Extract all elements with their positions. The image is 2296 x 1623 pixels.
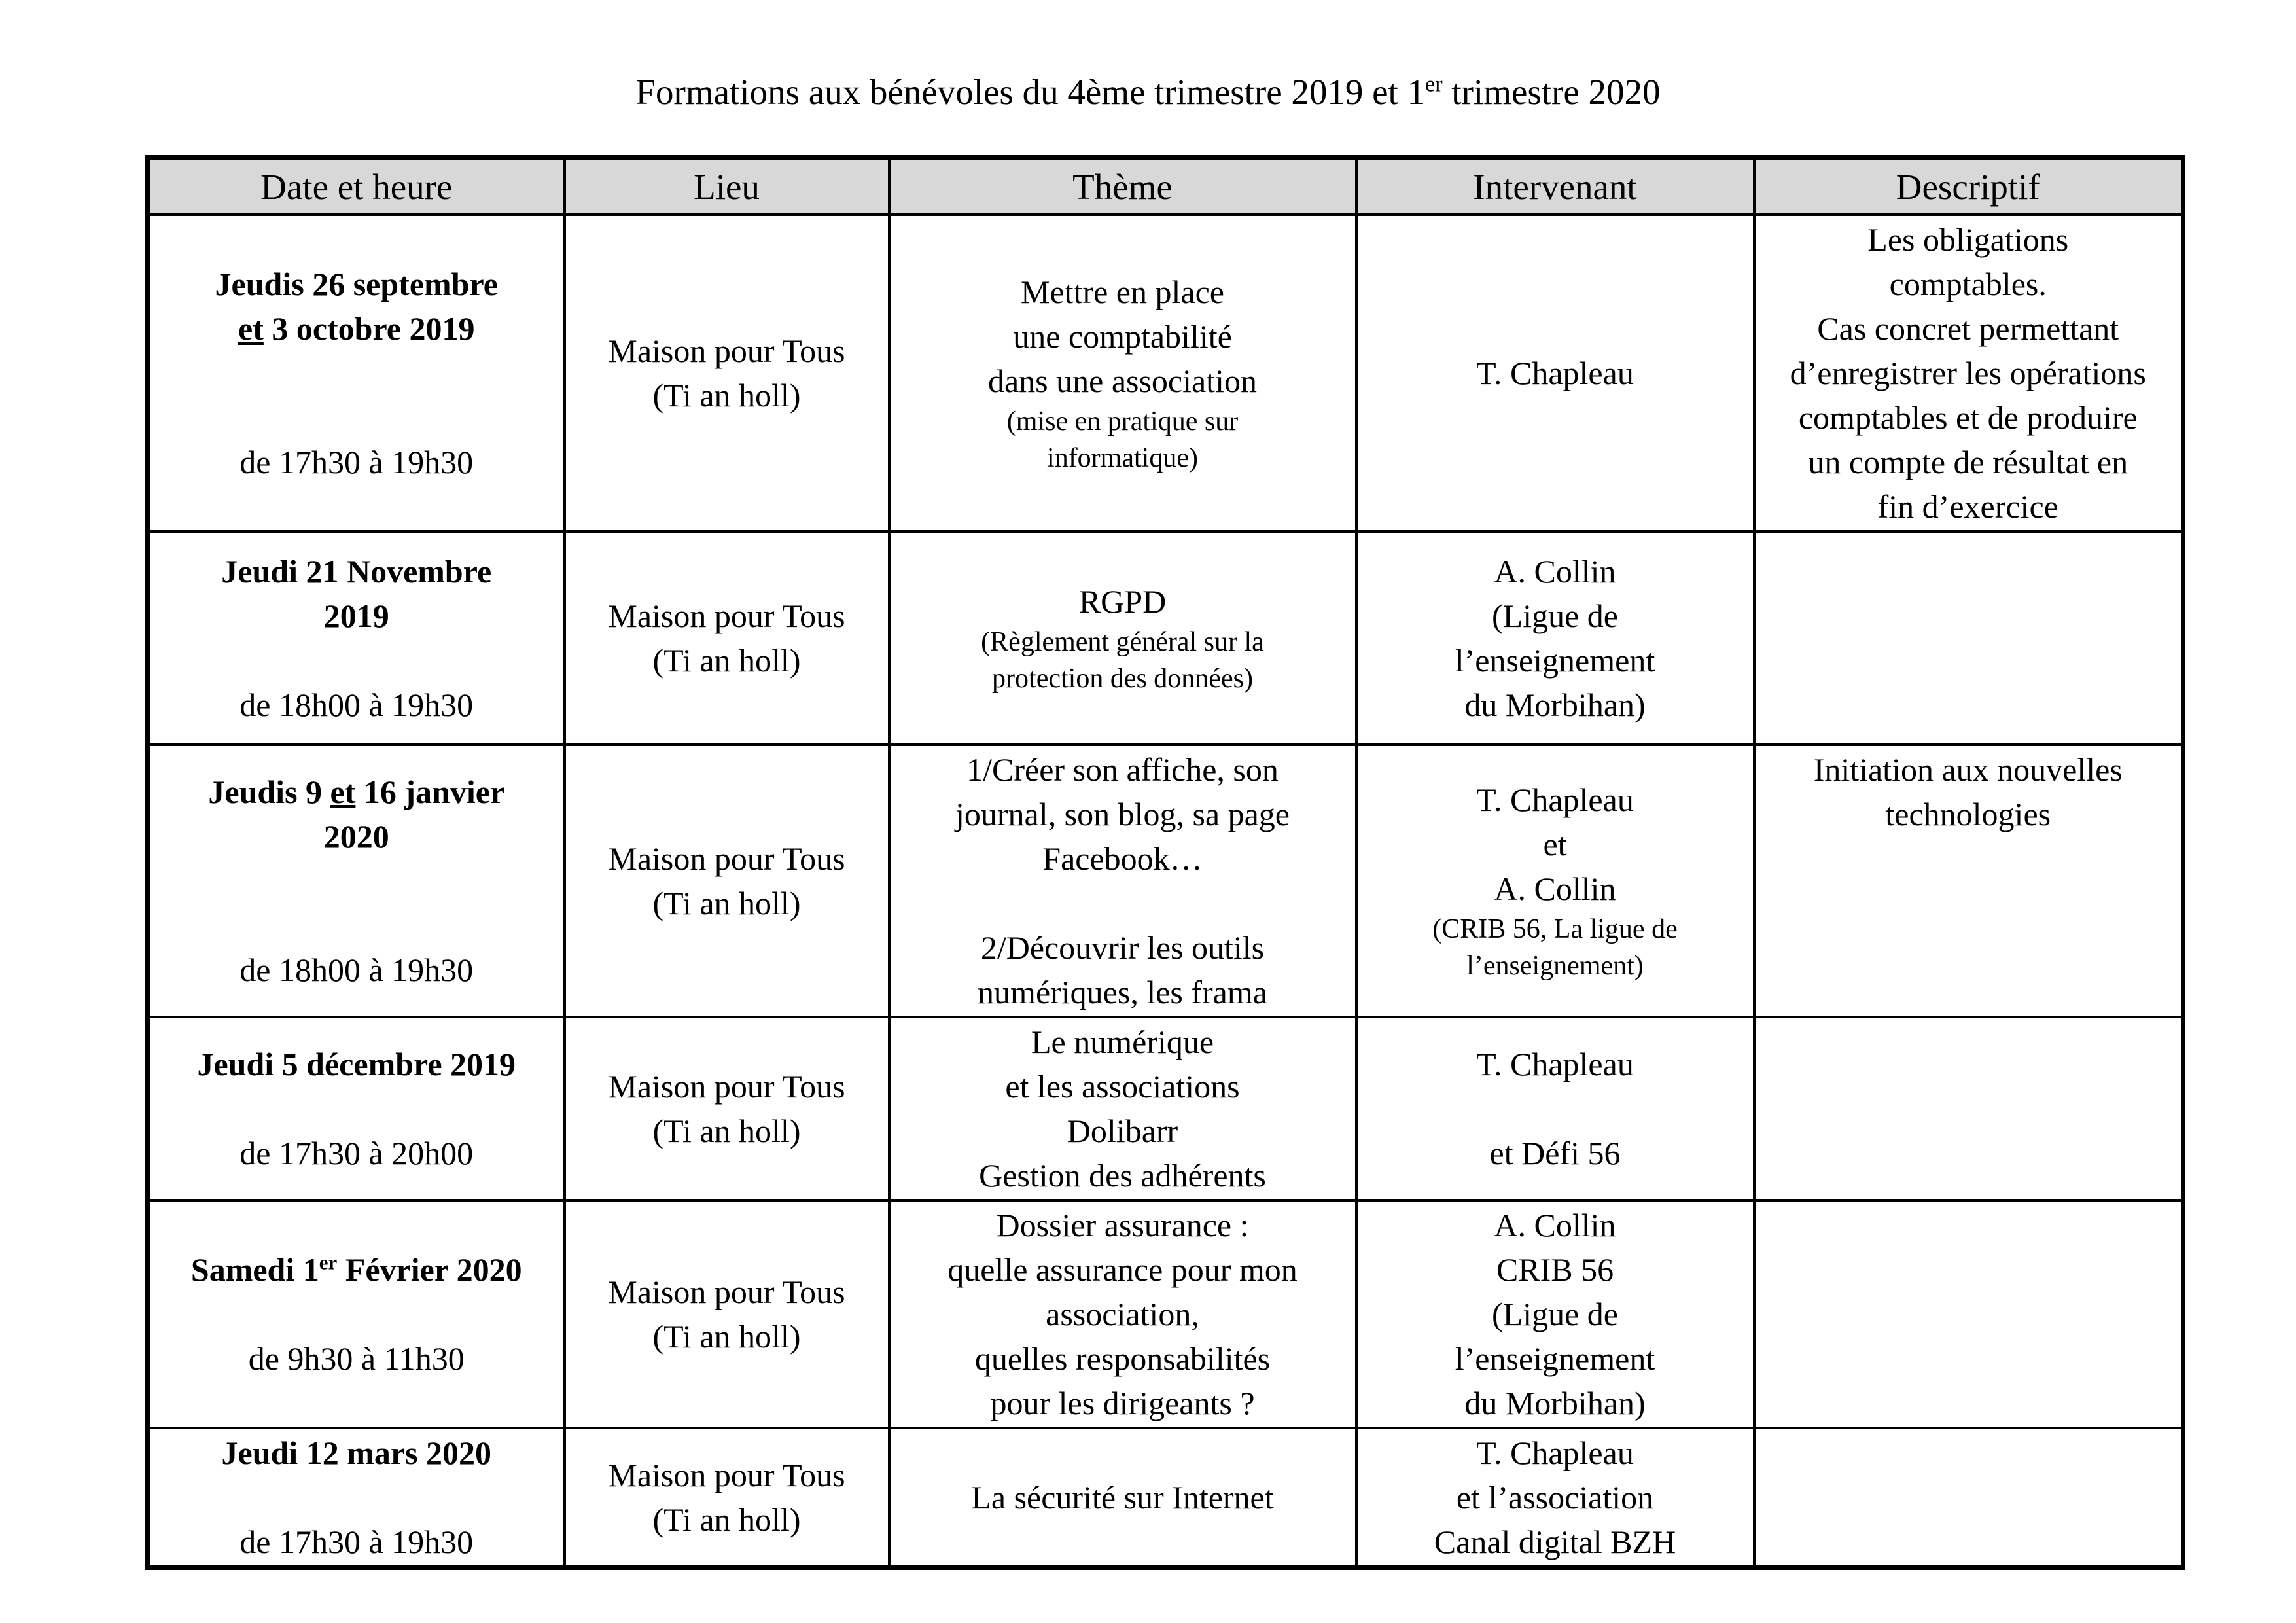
intervenant-text: A. Collin <box>1494 1207 1616 1243</box>
date-text: Jeudi 21 Novembre <box>221 553 492 590</box>
theme-text: association, <box>1046 1296 1199 1332</box>
cell-lieu <box>565 745 889 1017</box>
date-text: Samedi 1 <box>190 1251 319 1288</box>
theme-text: Le numérique <box>1031 1024 1214 1060</box>
cell-descriptif <box>1754 215 2183 531</box>
schedule-table <box>145 155 2185 1570</box>
header-row <box>148 158 2183 215</box>
descriptif-text: comptables. <box>1889 266 2047 302</box>
theme-note-text: protection des données) <box>992 664 1253 694</box>
descriptif-text: d’enregistrer les opérations <box>1790 355 2146 391</box>
theme-text: numériques, les frama <box>978 974 1267 1010</box>
cell-theme <box>889 531 1356 745</box>
date-text: 16 janvier <box>355 774 505 810</box>
intervenant-text: T. Chapleau <box>1476 355 1634 391</box>
lieu-text: Maison pour Tous <box>608 332 845 369</box>
spacer-line <box>1761 836 2176 881</box>
time-text: de 17h30 à 20h00 <box>239 1135 474 1171</box>
intervenant-text: (Ligue de <box>1492 597 1618 634</box>
lieu-text: Maison pour Tous <box>608 1274 845 1310</box>
intervenant-note-text: l’enseignement) <box>1466 951 1644 981</box>
theme-text: RGPD <box>1078 583 1167 620</box>
intervenant-text: et <box>1543 826 1567 863</box>
lieu-text: (Ti an holl) <box>652 642 801 679</box>
date-text: 3 octobre 2019 <box>263 310 475 347</box>
spacer-line <box>155 1086 558 1131</box>
cell-intervenant <box>1356 1428 1754 1568</box>
time-text: de 18h00 à 19h30 <box>239 952 474 988</box>
title-text: Formations aux bénévoles du 4ème trimestre 2019 et 1 <box>635 72 1426 112</box>
intervenant-text: (Ligue de <box>1492 1296 1618 1332</box>
cell-descriptif <box>1754 1017 2183 1200</box>
date-text: Jeudis 9 <box>208 774 330 810</box>
cell-intervenant <box>1356 1200 1754 1428</box>
theme-text: Dolibarr <box>1067 1113 1178 1149</box>
cell-date <box>148 1428 565 1568</box>
date-text: Jeudis 26 septembre <box>215 266 498 302</box>
cell-lieu <box>565 1017 889 1200</box>
theme-text: 2/Découvrir les outils <box>980 929 1265 966</box>
intervenant-text: T. Chapleau <box>1476 1435 1634 1471</box>
table-row <box>148 1200 2183 1428</box>
cell-descriptif <box>1754 745 2183 1017</box>
descriptif-text: comptables et de produire <box>1798 399 2138 436</box>
theme-text: quelle assurance pour mon <box>947 1251 1298 1288</box>
theme-text: Dossier assurance : <box>996 1207 1249 1243</box>
spacer-line <box>155 903 558 948</box>
descriptif-text: Les obligations <box>1867 221 2069 258</box>
column-header-descriptif: Descriptif <box>1754 158 2183 215</box>
descriptif-text: technologies <box>1885 796 2051 832</box>
spacer-line <box>896 881 1350 925</box>
date-text-underlined: et <box>330 774 356 810</box>
theme-text: pour les dirigeants ? <box>990 1385 1255 1421</box>
intervenant-text: du Morbihan) <box>1464 687 1646 723</box>
intervenant-text: l’enseignement <box>1455 642 1655 679</box>
theme-text: La sécurité sur Internet <box>971 1479 1274 1516</box>
cell-intervenant <box>1356 745 1754 1017</box>
descriptif-text: un compte de résultat en <box>1808 444 2128 480</box>
cell-theme <box>889 745 1356 1017</box>
spacer-line <box>155 1292 558 1336</box>
lieu-text: (Ti an holl) <box>652 885 801 921</box>
table-row <box>148 1428 2183 1568</box>
spacer-line <box>1761 925 2176 970</box>
intervenant-note-text: (CRIB 56, La ligue de <box>1432 914 1678 944</box>
theme-text: et les associations <box>1005 1068 1240 1105</box>
intervenant-text: Canal digital BZH <box>1434 1524 1676 1560</box>
spacer-line <box>155 1475 558 1520</box>
cell-lieu <box>565 1428 889 1568</box>
cell-theme <box>889 1017 1356 1200</box>
lieu-text: (Ti an holl) <box>652 377 801 414</box>
table-row <box>148 531 2183 745</box>
date-superscript: er <box>319 1251 338 1274</box>
table-row <box>148 1017 2183 1200</box>
lieu-text: (Ti an holl) <box>652 1501 801 1538</box>
spacer-line <box>155 638 558 683</box>
spacer-line <box>155 859 558 903</box>
cell-theme <box>889 1428 1356 1568</box>
theme-text: Facebook… <box>1042 840 1203 877</box>
cell-intervenant <box>1356 215 1754 531</box>
cell-date <box>148 215 565 531</box>
theme-text: 1/Créer son affiche, son <box>966 751 1279 788</box>
cell-intervenant <box>1356 1017 1754 1200</box>
cell-date <box>148 1017 565 1200</box>
lieu-text: (Ti an holl) <box>652 1113 801 1149</box>
spacer-line <box>155 351 558 395</box>
table-row <box>148 215 2183 531</box>
intervenant-text: A. Collin <box>1494 870 1616 907</box>
descriptif-text: Cas concret permettant <box>1817 310 2119 347</box>
cell-intervenant <box>1356 531 1754 745</box>
time-text: de 18h00 à 19h30 <box>239 687 474 723</box>
intervenant-text: CRIB 56 <box>1496 1251 1614 1288</box>
cell-descriptif <box>1754 1200 2183 1428</box>
lieu-text: Maison pour Tous <box>608 1457 845 1493</box>
theme-text: quelles responsabilités <box>974 1340 1271 1377</box>
cell-descriptif <box>1754 1428 2183 1568</box>
cell-lieu <box>565 215 889 531</box>
lieu-text: Maison pour Tous <box>608 840 845 877</box>
time-text: de 17h30 à 19h30 <box>239 1524 474 1560</box>
date-text: Jeudi 5 décembre 2019 <box>197 1046 516 1082</box>
table-row <box>148 745 2183 1017</box>
intervenant-text: T. Chapleau <box>1476 781 1634 818</box>
column-header-lieu: Lieu <box>565 158 889 215</box>
theme-text: Mettre en place <box>1021 274 1224 310</box>
time-text: de 17h30 à 19h30 <box>239 444 474 480</box>
column-header-date: Date et heure <box>148 158 565 215</box>
cell-lieu <box>565 1200 889 1428</box>
theme-text: dans une association <box>987 363 1257 399</box>
lieu-text: Maison pour Tous <box>608 597 845 634</box>
date-text: 2020 <box>323 818 389 855</box>
spacer-line <box>1363 1086 1748 1131</box>
spacer-line <box>155 395 558 440</box>
intervenant-text: et Défi 56 <box>1489 1135 1621 1171</box>
descriptif-text: fin d’exercice <box>1877 488 2058 525</box>
time-text: de 9h30 à 11h30 <box>248 1340 465 1377</box>
cell-descriptif <box>1754 531 2183 745</box>
lieu-text: Maison pour Tous <box>608 1068 845 1105</box>
intervenant-text: du Morbihan) <box>1464 1385 1646 1421</box>
date-text: Jeudi 12 mars 2020 <box>221 1435 491 1471</box>
date-text <box>155 770 558 814</box>
intervenant-text: l’enseignement <box>1455 1340 1655 1377</box>
theme-text: une comptabilité <box>1013 318 1232 355</box>
cell-date <box>148 1200 565 1428</box>
intervenant-text: T. Chapleau <box>1476 1046 1634 1082</box>
theme-note-text: informatique) <box>1047 443 1198 473</box>
date-text <box>155 1247 558 1292</box>
title-superscript: er <box>1425 72 1443 97</box>
cell-date <box>148 531 565 745</box>
spacer-line <box>1761 970 2176 1014</box>
date-text: Février 2020 <box>337 1251 522 1288</box>
cell-theme <box>889 215 1356 531</box>
document-title <box>0 71 2296 114</box>
cell-date <box>148 745 565 1017</box>
title-text: trimestre 2020 <box>1442 72 1661 112</box>
column-header-theme: Thème <box>889 158 1356 215</box>
date-text: 2019 <box>323 597 389 634</box>
lieu-text: (Ti an holl) <box>652 1318 801 1355</box>
date-text-underlined: et <box>238 310 264 347</box>
cell-theme <box>889 1200 1356 1428</box>
intervenant-text: et l’association <box>1456 1479 1654 1516</box>
theme-text: journal, son blog, sa page <box>955 796 1290 832</box>
spacer-line <box>1761 881 2176 925</box>
intervenant-text: A. Collin <box>1494 553 1616 590</box>
cell-lieu <box>565 531 889 745</box>
theme-note-text: (mise en pratique sur <box>1006 406 1239 437</box>
theme-note-text: (Règlement général sur la <box>981 627 1264 657</box>
descriptif-text: Initiation aux nouvelles <box>1813 751 2123 788</box>
column-header-intervenant: Intervenant <box>1356 158 1754 215</box>
theme-text: Gestion des adhérents <box>979 1157 1266 1194</box>
date-text <box>155 306 558 351</box>
